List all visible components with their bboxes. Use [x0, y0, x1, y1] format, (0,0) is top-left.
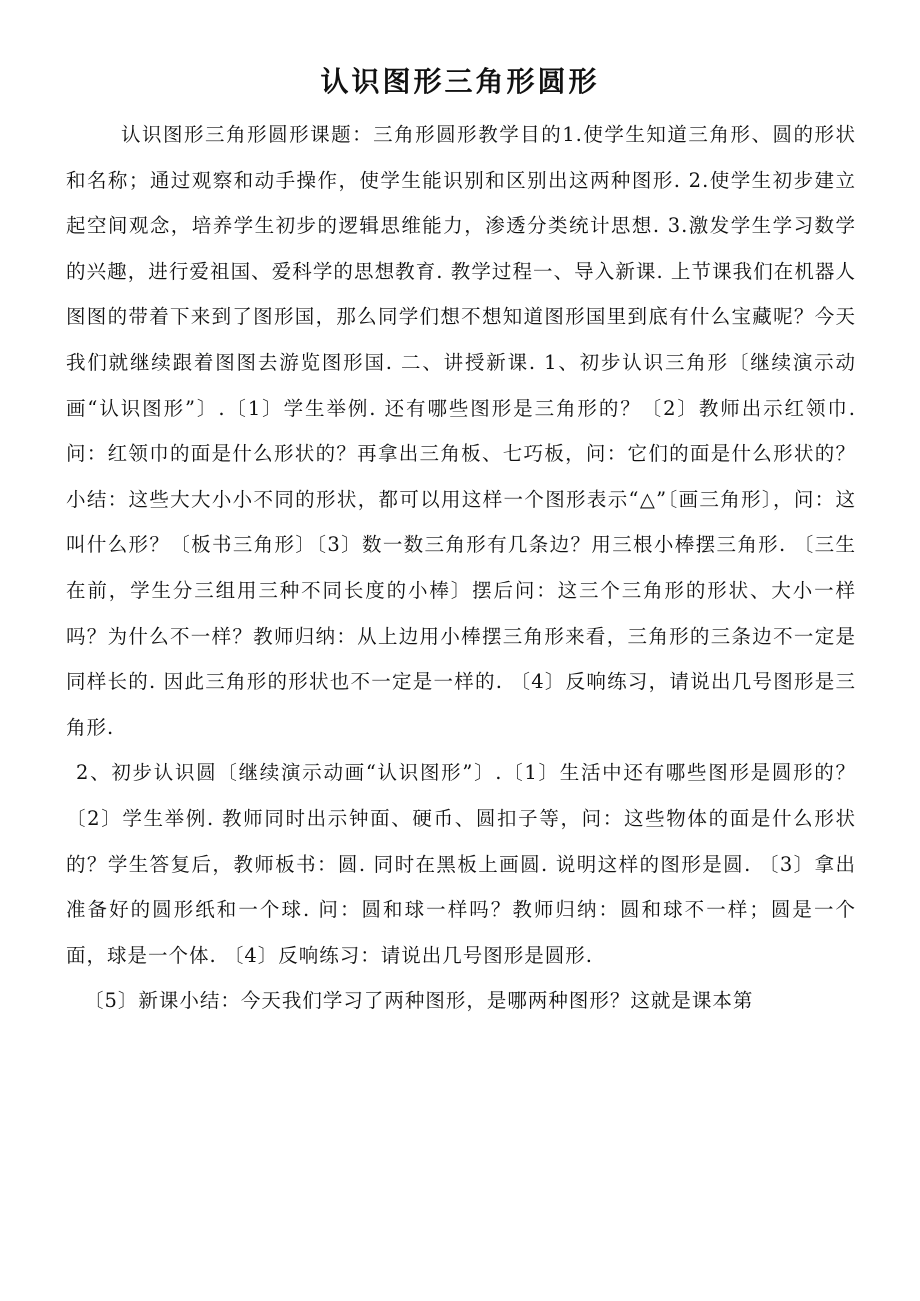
document-body: [66, 112, 856, 1024]
document-title: 认识图形三角形圆形: [320, 65, 600, 98]
paragraph-circle-lesson: 2、初步认识圆〔继续演示动画“认识图形”〕.〔1〕生活中还有哪些图形是圆形的？〔2〕学生举例. 教师同时出示钟面、硬币、圆扣子等，问：这些物体的面是什么形状的？学生答复后，教师板书：圆. 同时在黑板上画圆. 说明这样的图形是圆. 〔3〕拿出准备好的圆形纸和一个球. 问：圆和球一样吗？教师归纳：圆和球不一样；圆是一个面，球是一个体. 〔4〕反响练习：请说出几号图形是圆形.: [66, 761, 856, 967]
paragraph-summary: 〔5〕新课小结：今天我们学习了两种图形，是哪两种图形？这就是课本第: [84, 989, 754, 1013]
paragraph-triangle-lesson: 认识图形三角形圆形课题：三角形圆形教学目的1.使学生知道三角形、圆的形状和名称；通过观察和动手操作，使学生能识别和区别出这两种图形. 2.使学生初步建立起空间观念，培养学生初步的逻辑思维能力，渗透分类统计思想. 3.激发学生学习数学的兴趣，进行爱祖国、爱科学的思想教育. 教学过程一、导入新课. 上节课我们在机器人图图的带着下来到了图形国，那么同学们想不想知道图形国里到底有什么宝藏呢？今天我们就继续跟着图图去游览图形国. 二、讲授新课. 1、初步认识三角形〔继续演示动画“认识图形”〕.〔1〕学生举例. 还有哪些图形是三角形的？〔2〕教师出示红领巾. 问：红领巾的面是什么形状的？再拿出三角板、七巧板，问：它们的面是什么形状的？小结：这些大大小小不同的形状，都可以用这样一个图形表示“△”〔画三角形〕，问：这叫什么形？〔板书三角形〕〔3〕数一数三角形有几条边？用三根小棒摆三角形. 〔三生在前，学生分三组用三种不同长度的小棒〕摆后问：这三个三角形的形状、大小一样吗？为什么不一样？教师归纳：从上边用小棒摆三角形来看，三角形的三条边不一定是同样长的. 因此三角形的形状也不一定是一样的. 〔4〕反响练习，请说出几号图形是三角形.: [66, 123, 856, 739]
